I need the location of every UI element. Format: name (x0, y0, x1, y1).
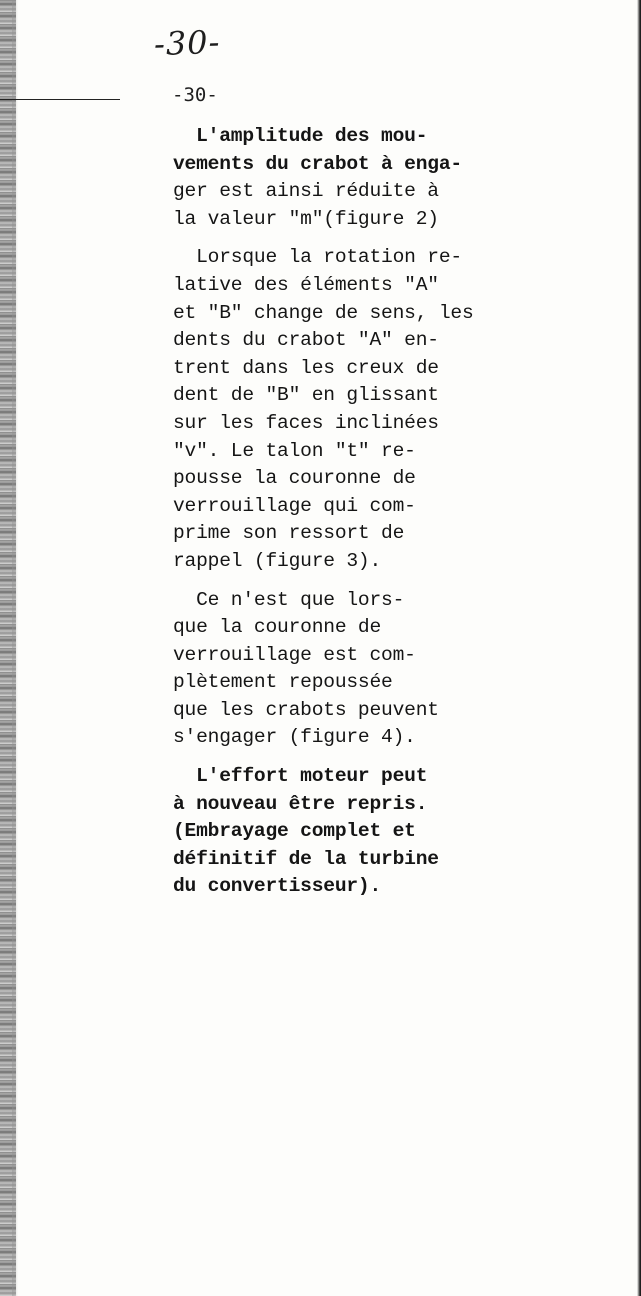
text-line: la valeur "m"(figure 2) (173, 207, 439, 230)
paragraph-amplitude (173, 123, 518, 233)
text-line: lative des éléments "A" (173, 273, 439, 296)
text-line: et "B" change de sens, les (173, 301, 474, 324)
text-line: pousse la couronne de (173, 467, 416, 490)
text-line: "v". Le talon "t" re- (173, 439, 416, 462)
text-line: plètement repoussée (173, 671, 393, 694)
text-line: verrouillage est com- (173, 643, 416, 666)
text-line: que la couronne de (173, 616, 382, 639)
paragraph-effort (173, 763, 518, 901)
typed-page-number: -30- (172, 84, 218, 106)
text-line: ger est ainsi réduite à (173, 180, 439, 203)
text-line: à nouveau être repris. (173, 792, 428, 815)
text-line: trent dans les creux de (173, 356, 439, 379)
text-line: que les crabots peuvent (173, 698, 439, 721)
document-body (173, 123, 518, 912)
text-line: rappel (figure 3). (173, 549, 382, 572)
text-line: L'effort moteur peut (173, 765, 428, 788)
text-line: prime son ressort de (173, 522, 405, 545)
text-line: Lorsque la rotation re- (173, 246, 462, 269)
scanned-right-edge (637, 0, 641, 1296)
text-line: vements du crabot à enga- (173, 152, 462, 175)
text-line: Ce n'est que lors- (173, 588, 405, 611)
text-line: (Embrayage complet et (173, 820, 416, 843)
text-line: dent de "B" en glissant (173, 384, 439, 407)
text-line: L'amplitude des mou- (173, 125, 428, 147)
text-line: s'engager (figure 4). (173, 726, 416, 749)
text-line: définitif de la turbine (173, 847, 439, 870)
handwritten-page-number: -30- (153, 22, 221, 64)
margin-rule (0, 99, 120, 100)
paragraph-rotation (173, 244, 518, 575)
text-line: sur les faces inclinées (173, 411, 439, 434)
paragraph-engagement (173, 587, 518, 753)
text-line: du convertisseur). (173, 875, 382, 898)
scanned-binding-edge (0, 0, 16, 1296)
text-line: verrouillage qui com- (173, 494, 416, 517)
text-line: dents du crabot "A" en- (173, 329, 439, 352)
